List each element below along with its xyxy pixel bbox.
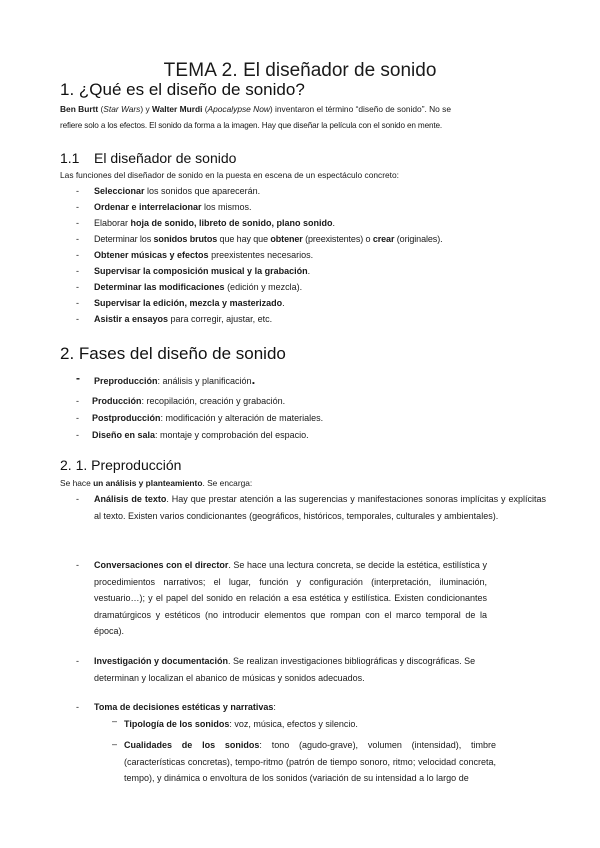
item-text: : modificación y alteración de materiales.	[160, 413, 324, 423]
text-fragment: ) y	[140, 104, 152, 114]
bullet-dash: -	[76, 494, 79, 504]
list-item	[94, 372, 255, 389]
item-text: los sonidos que aparecerán.	[144, 186, 261, 196]
list-item	[94, 231, 443, 247]
section-1-intro-line2: refiere solo a los efectos. El sonido da forma a la imagen. Hay que diseñar la película con el sonido en mente.	[60, 121, 443, 130]
item-bold: Ordenar e interrelacionar	[94, 202, 202, 212]
item-text: para corregir, ajustar, etc.	[168, 314, 273, 324]
text-fragment: (	[202, 104, 208, 114]
title-text: El diseñador de sonido	[237, 60, 437, 81]
list-item	[92, 410, 323, 426]
item-bold: Diseño en sala	[92, 430, 156, 440]
item-bold: Cualidades de los sonidos	[124, 740, 260, 750]
item-bold: Supervisar la edición, mezcla y masterizado	[94, 298, 283, 308]
list-item	[94, 247, 313, 263]
item-bold: Análisis de texto	[94, 494, 167, 504]
item-bold: crear	[372, 234, 395, 244]
decisions-item	[94, 699, 276, 715]
author-murdi: Walter Murdi	[152, 104, 203, 114]
bullet-dash: -	[76, 702, 79, 712]
text-fragment: Se hace	[60, 478, 94, 488]
text-fragment: . Se encarga:	[202, 478, 253, 488]
item-text: (edición y mezcla).	[224, 282, 303, 292]
section-1-1-intro: Las funciones del diseñador de sonido en la puesta en escena de un espectáculo concreto:	[60, 170, 399, 180]
item-text: Determinar los	[94, 234, 154, 244]
bullet-dash: -	[76, 218, 79, 228]
sub-list-item	[124, 716, 358, 732]
item-text: preexistentes necesarios.	[208, 250, 314, 260]
author-burtt: Ben Burtt	[60, 104, 99, 114]
list-item	[92, 393, 285, 409]
item-bold: Asistir a ensayos	[94, 314, 169, 324]
item-bold: hoja de sonido, libreto de sonido, plano sonido	[130, 218, 333, 228]
list-item	[94, 199, 252, 215]
section-2-1-intro	[60, 475, 252, 491]
text-fragment: (	[98, 104, 104, 114]
bullet-dash: -	[76, 298, 79, 308]
item-text: .	[307, 266, 311, 276]
section-1-1-number: 1.1	[60, 150, 80, 166]
sub-list-item	[124, 737, 496, 787]
item-bold: Tipología de los sonidos	[124, 719, 230, 729]
item-text: : montaje y comprobación del espacio.	[155, 430, 309, 440]
item-text: . Se realizan investigaciones bibliográficas y discográficas. Se determinan y localizan el abanico de músicas y sonidos adecuados.	[94, 656, 476, 683]
item-bold: Supervisar la composición musical y la grabación	[94, 266, 308, 276]
list-item	[94, 279, 302, 295]
item-text: que hay que	[217, 234, 271, 244]
bullet-dash: -	[76, 314, 79, 324]
list-item	[94, 215, 335, 231]
item-text: : recopilación, creación y grabación.	[141, 396, 286, 406]
bullet-dash: -	[76, 186, 79, 196]
section-2-1-heading: 2. 1. Preproducción	[60, 457, 182, 473]
item-bold: Conversaciones con el director	[94, 560, 229, 570]
item-bold: Producción	[92, 396, 142, 406]
item-text: .	[282, 298, 285, 308]
conversations-paragraph	[94, 557, 487, 640]
item-bold: Determinar las modificaciones	[94, 282, 225, 292]
bullet-dash: -	[76, 282, 79, 292]
bullet-dash: -	[76, 202, 79, 212]
bullet-dash: -	[76, 430, 79, 440]
item-bold: Investigación y documentación	[94, 656, 229, 666]
bullet-dash: -	[76, 371, 80, 385]
bullet-dash: -	[76, 250, 79, 260]
item-text: Elaborar	[94, 218, 131, 228]
item-bold: Seleccionar	[94, 186, 145, 196]
item-bold: Obtener músicas y efectos	[94, 250, 209, 260]
item-text: los mismos.	[201, 202, 252, 212]
item-bold: obtener	[270, 234, 303, 244]
section-1-heading: 1. ¿Qué es el diseño de sonido?	[60, 80, 305, 99]
item-text: . Se hace una lectura concreta, se decide la estética, estilística y procedimientos narrativos; el lugar, función y configuración (interpretación, iluminación, vestuario…); y el papel del sonido en relación a esa estética y estilística. Existen condicionantes dramatúrgicos y estéticos (no introducir elementos que rompan con el marco temporal de la época).	[94, 560, 487, 636]
film-star-wars: Star Wars	[103, 104, 141, 114]
title-topic: TEMA 2.	[163, 60, 238, 81]
item-text: (originales).	[394, 234, 443, 244]
sub-bullet-dash: –	[112, 716, 118, 726]
bullet-dash: -	[76, 266, 79, 276]
bullet-dash: -	[76, 413, 79, 423]
text-bold: un análisis y planteamiento	[93, 478, 203, 488]
list-item	[94, 311, 272, 327]
item-bold: Postproducción	[92, 413, 161, 423]
item-text: . Hay que prestar atención a las sugerencias y manifestaciones sonoras implícitas y explícitas al texto. Existen varios condicionantes (geográficos, históricos, temporales, culturales y ambientales).	[94, 494, 546, 521]
bullet-dash: -	[76, 234, 79, 244]
item-text: :	[273, 702, 276, 712]
item-text: : tono (agudo-grave), volumen (intensidad), timbre (características concretas), tempo-ritmo (patrón de tiempo sonoro, ritmo; velocidad concreta, tempo), y dinámica o envoltura de los sonidos (variación de su intensidad a lo largo de	[124, 740, 496, 783]
item-text: .	[332, 218, 336, 228]
sub-bullet-dash: –	[112, 739, 118, 749]
item-text: (preexistentes) o	[302, 234, 373, 244]
research-paragraph	[94, 653, 487, 686]
document-title	[0, 60, 600, 82]
bullet-dash: -	[76, 396, 79, 406]
item-bold: sonidos brutos	[153, 234, 218, 244]
film-apocalypse-now: Apocalypse Now	[207, 104, 270, 114]
list-item	[94, 183, 260, 199]
bullet-dash: -	[76, 560, 79, 570]
item-bold: Preproducción	[94, 376, 158, 386]
item-text: : voz, música, efectos y silencio.	[229, 719, 358, 729]
bullet-dash: -	[76, 656, 79, 666]
section-1-1-heading: El diseñador de sonido	[94, 150, 237, 166]
text-fragment: ) inventaron el término “diseño de sonido”. No se	[269, 104, 452, 114]
analysis-paragraph	[94, 491, 546, 524]
section-2-heading: 2. Fases del diseño de sonido	[60, 344, 286, 363]
item-text: .	[251, 372, 256, 387]
section-1-intro-line1	[60, 101, 451, 117]
list-item	[94, 295, 285, 311]
item-bold: Toma de decisiones estéticas y narrativas	[94, 702, 274, 712]
list-item	[92, 427, 309, 443]
item-text: : análisis y planificación	[157, 376, 252, 386]
list-item	[94, 263, 310, 279]
